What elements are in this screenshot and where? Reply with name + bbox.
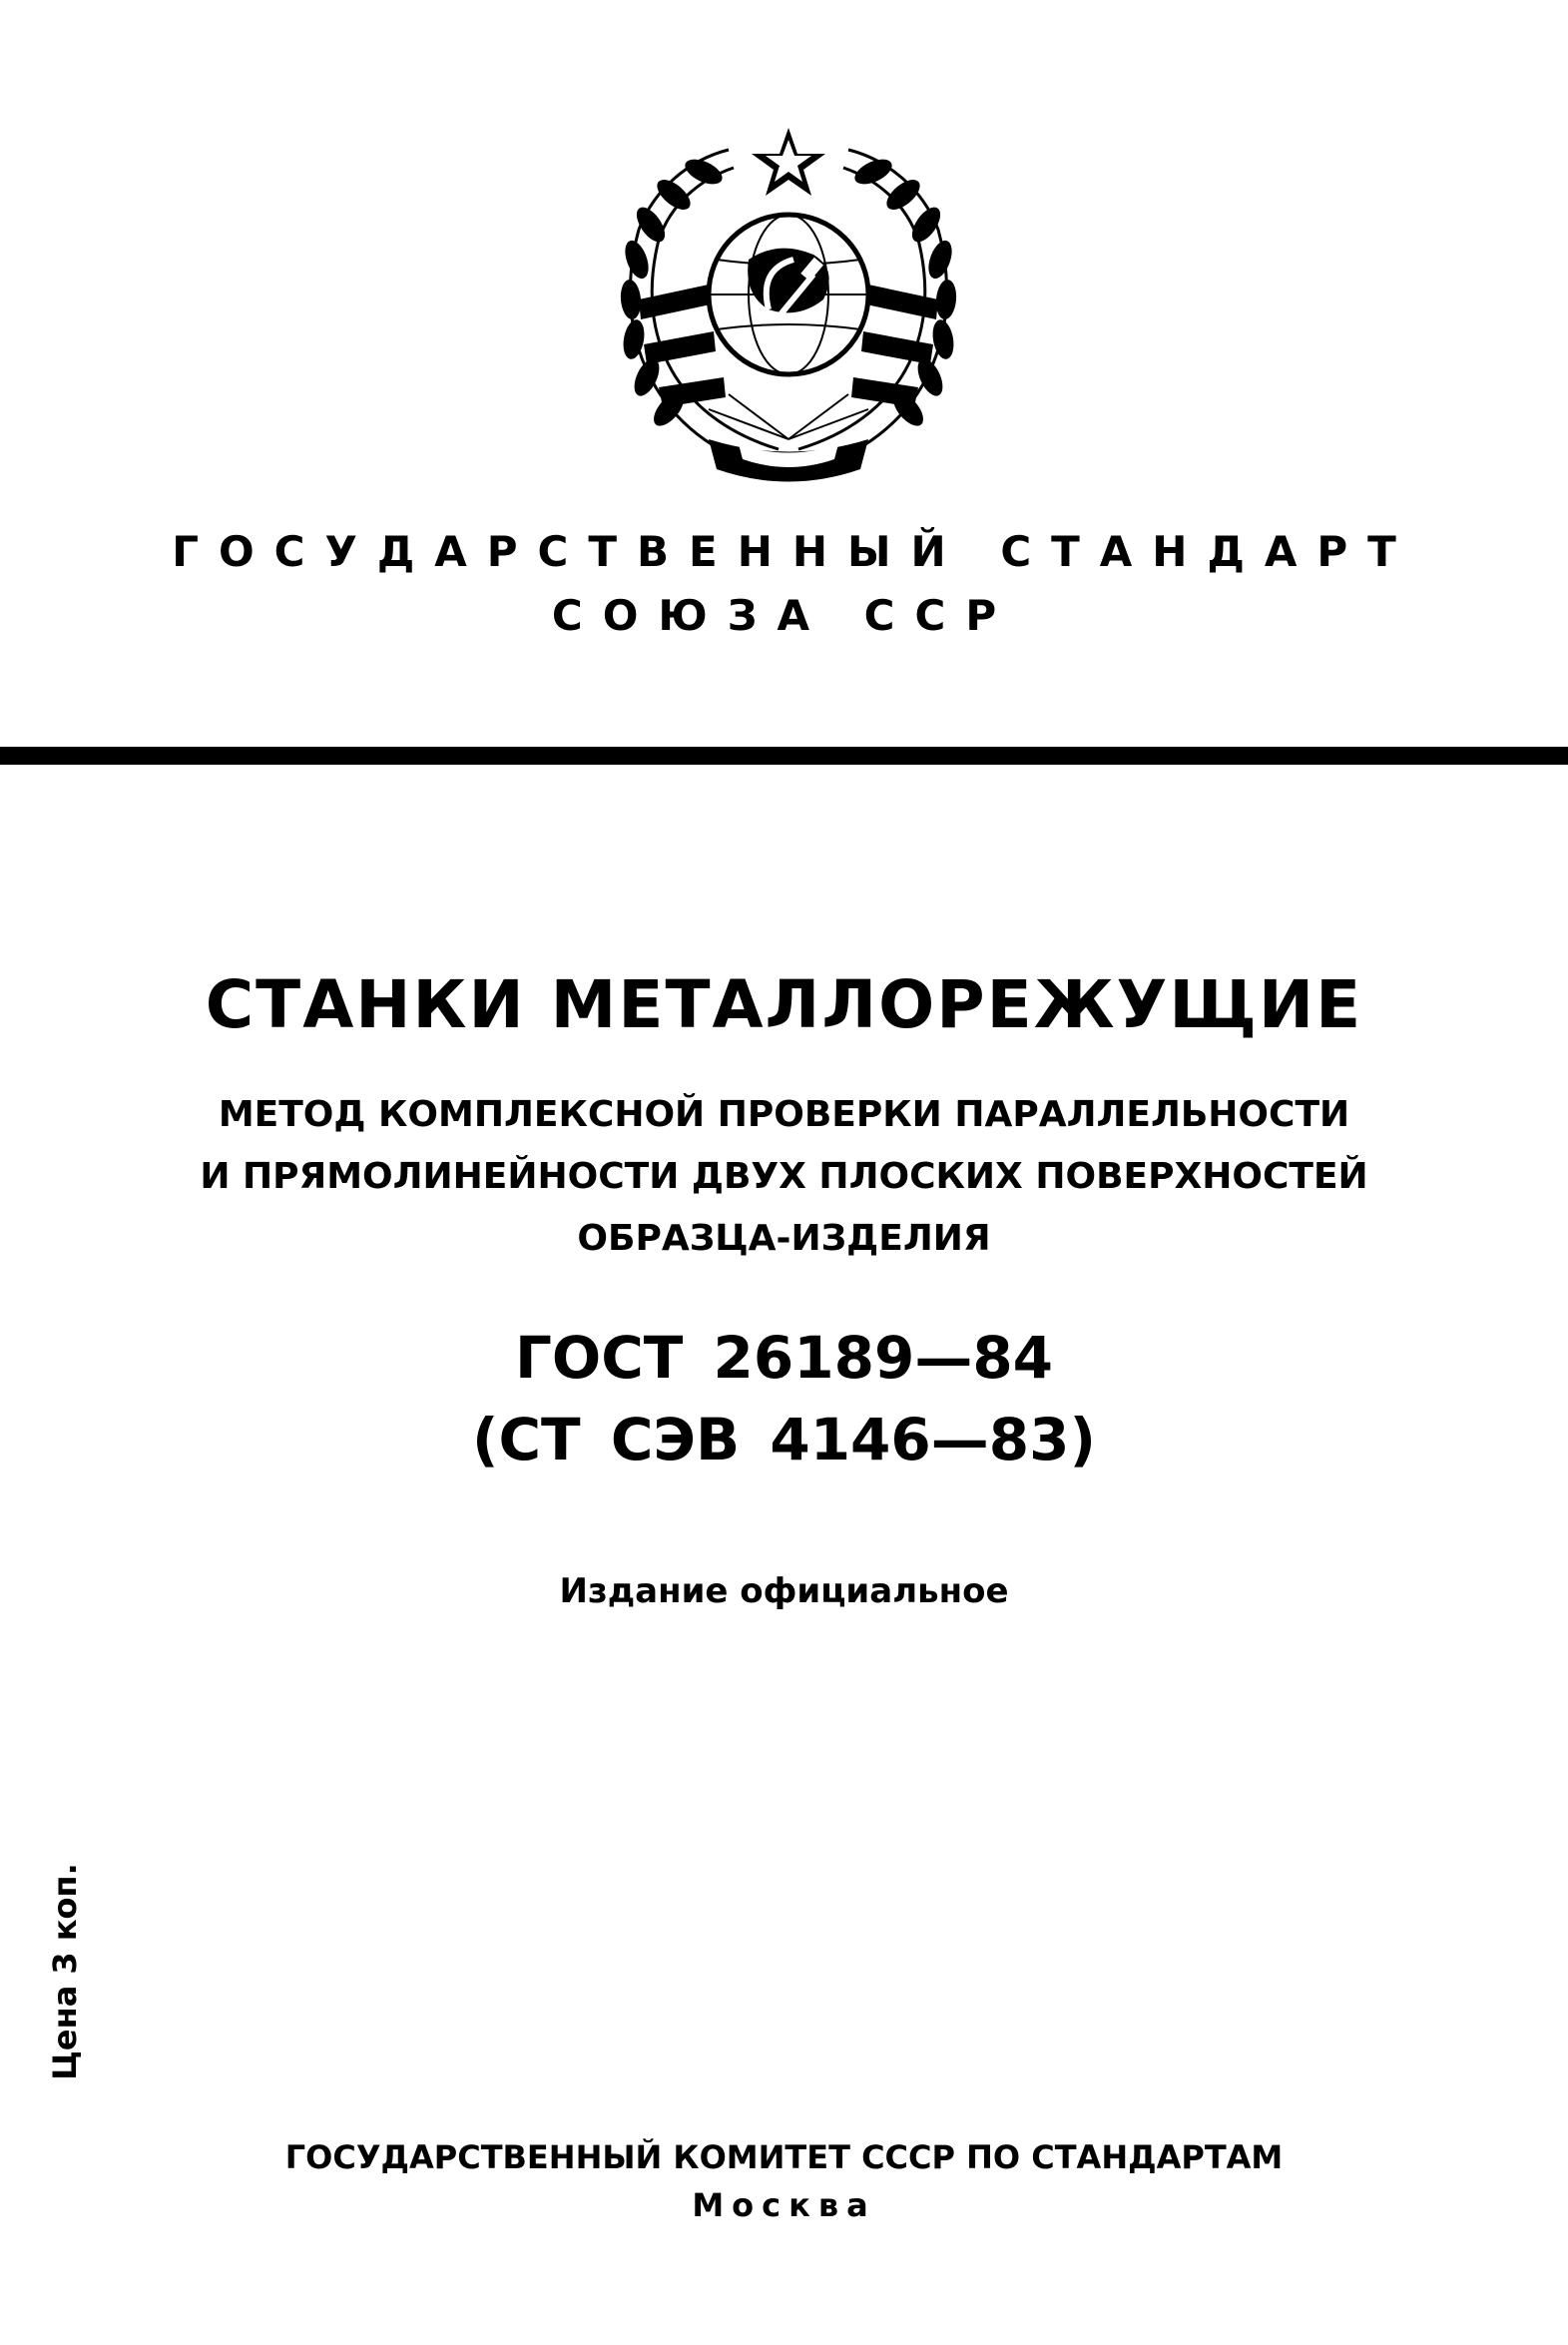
gost-number: ГОСТ 26189—84 [514,1324,1054,1392]
price-label: Цена 3 коп. [46,1863,84,2080]
document-title: СТАНКИ МЕТАЛЛОРЕЖУЩИЕ [205,966,1363,1043]
document-subtitle-line: МЕТОД КОМПЛЕКСНОЙ ПРОВЕРКИ ПАРАЛЛЕЛЬНОСТИ [218,1094,1350,1135]
publisher-city: Москва [692,2186,876,2224]
publisher-name: ГОСУДАРСТВЕННЫЙ КОМИТЕТ СССР ПО СТАНДАРТАМ [284,2138,1284,2176]
horizontal-divider [0,747,1568,765]
price-label-container [42,1863,88,2080]
header-state-standard: ГОСУДАРСТВЕННЫЙ СТАНДАРТ [172,527,1416,576]
document-subtitle-line: ОБРАЗЦА-ИЗДЕЛИЯ [577,1218,991,1259]
header-ussr: СОЮЗА ССР [551,591,1017,640]
edition-label: Издание официальное [559,1571,1009,1611]
cmea-standard-number: (СТ СЭВ 4146—83) [471,1406,1096,1473]
document-subtitle-line: И ПРЯМОЛИНЕЙНОСТИ ДВУХ ПЛОСКИХ ПОВЕРХНОСТЕЙ [200,1156,1368,1197]
ussr-coat-of-arms-icon [599,110,978,499]
